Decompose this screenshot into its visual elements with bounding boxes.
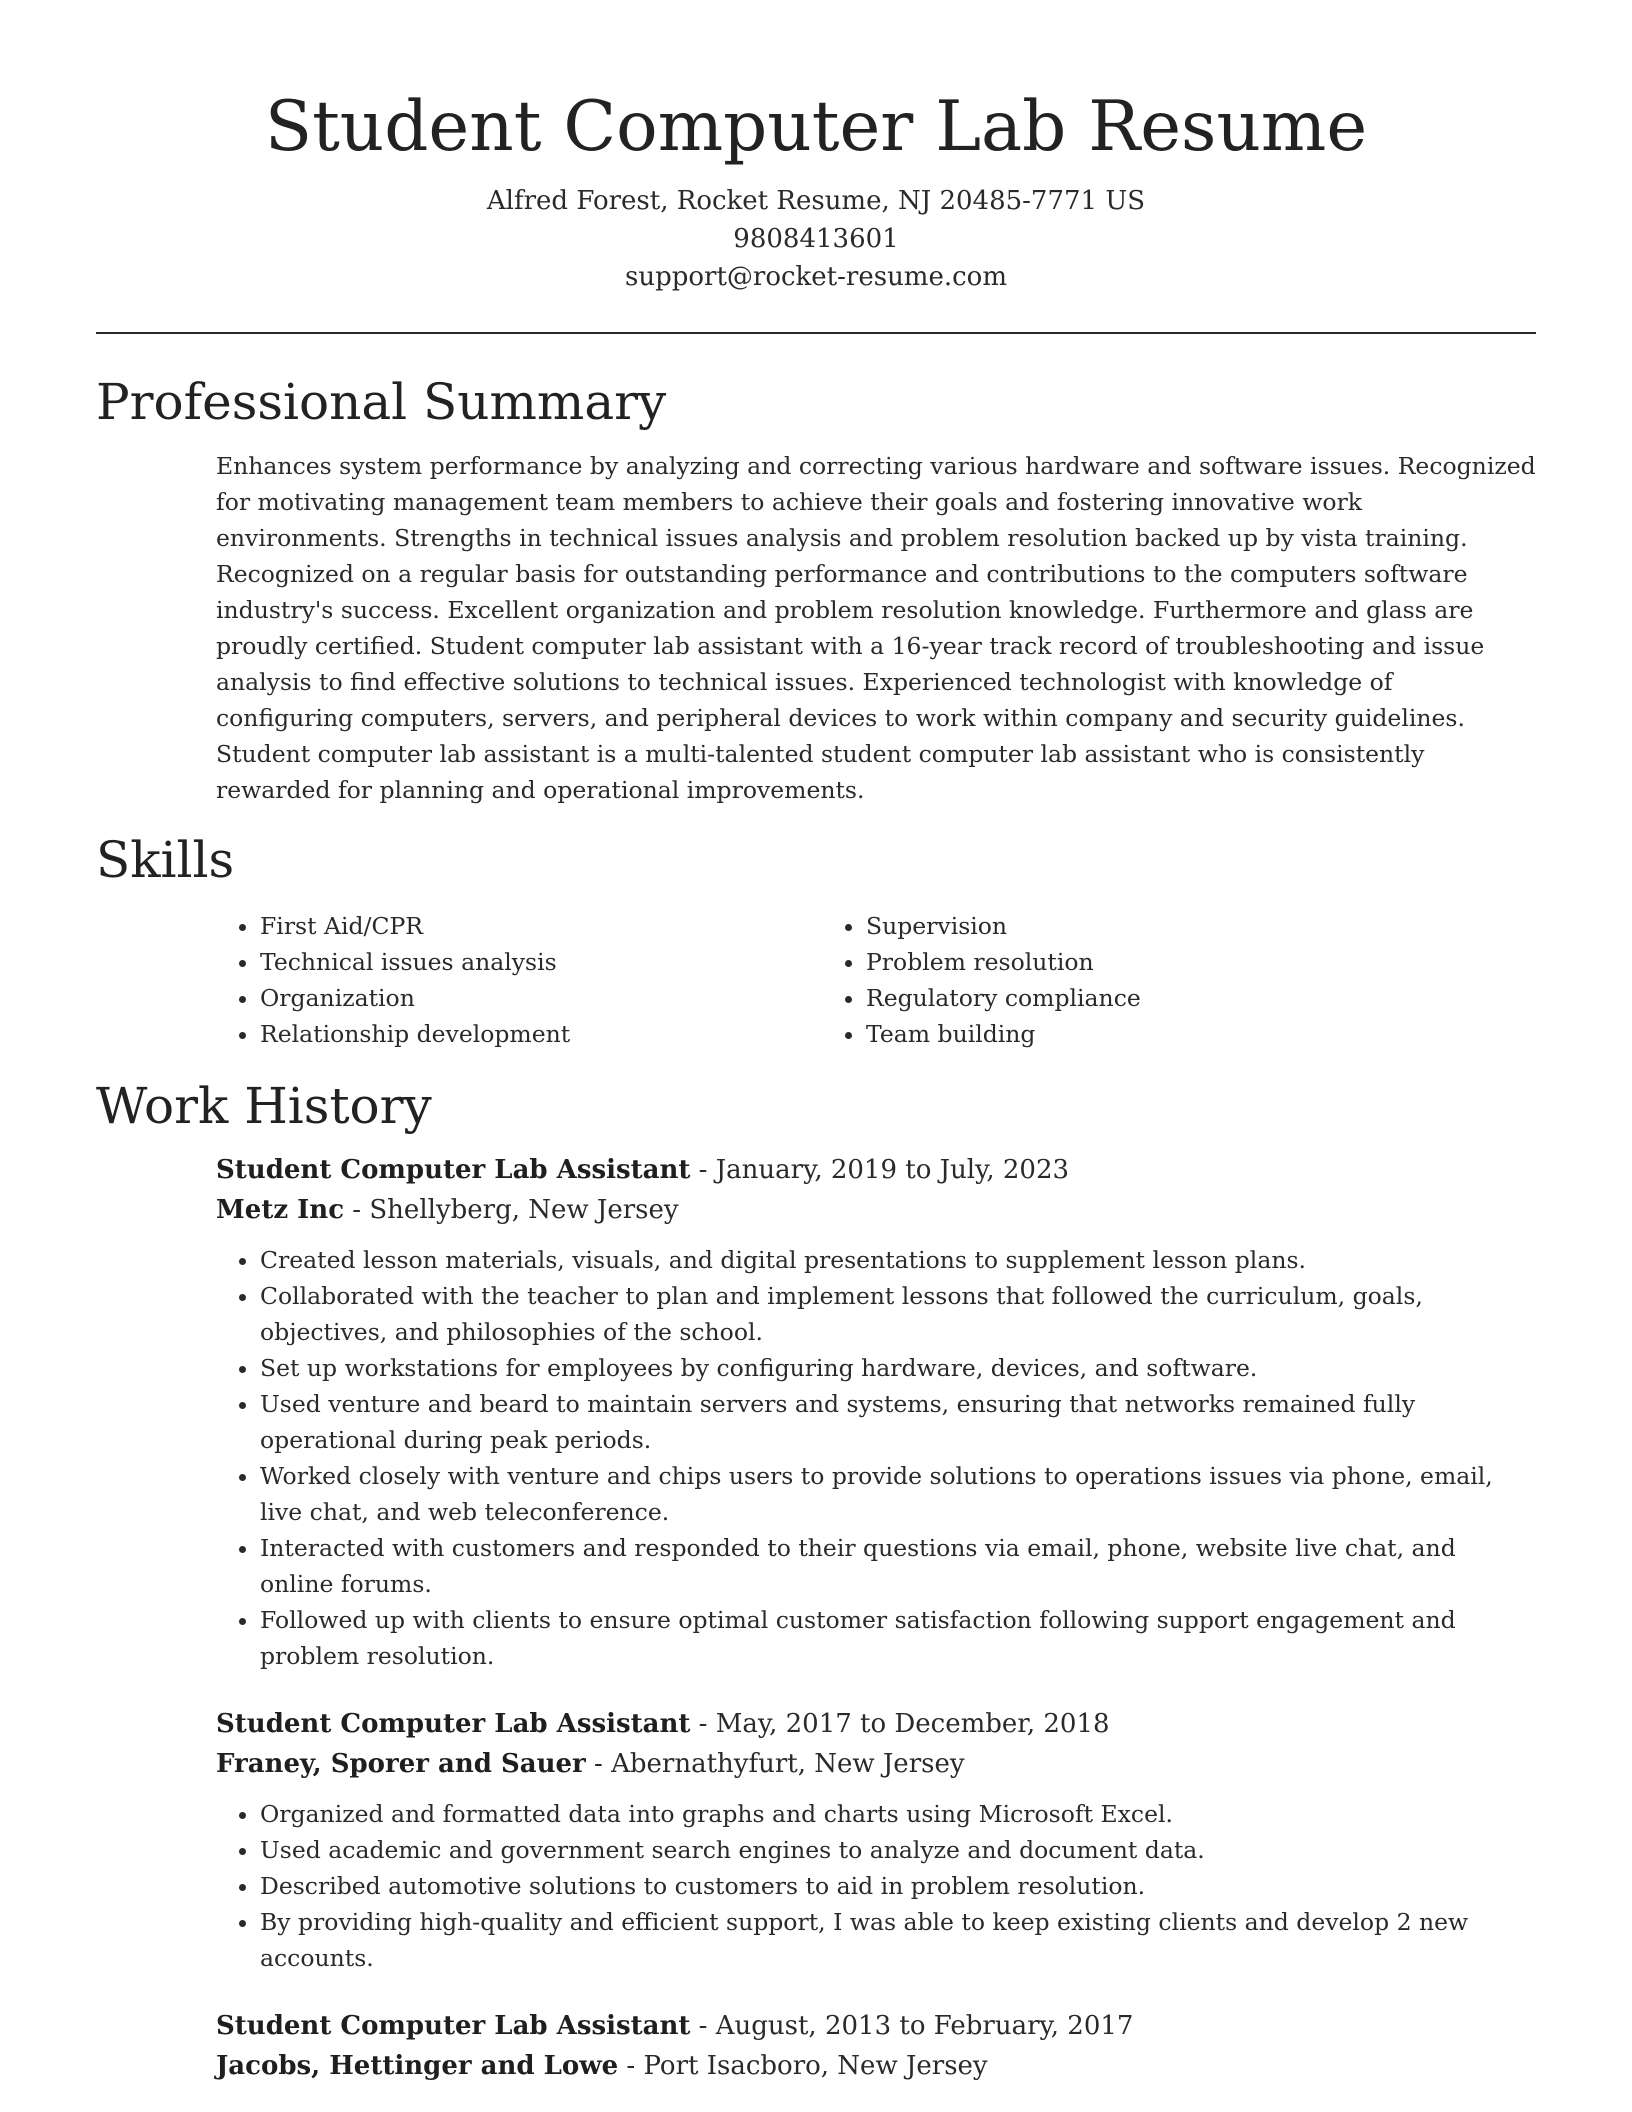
header-divider	[96, 332, 1536, 334]
job-dates: January, 2019 to July, 2023	[715, 1155, 1070, 1185]
job-company: Metz Inc	[216, 1195, 345, 1225]
job-entry	[216, 1150, 1536, 1674]
skill-item: • Problem resolution	[866, 944, 1141, 980]
summary-heading: Professional Summary	[96, 373, 667, 431]
job-company-line	[216, 1744, 1536, 1784]
resume-title: Student Computer Lab Resume	[264, 87, 1368, 167]
job-entry	[216, 1704, 1536, 1976]
separator: -	[618, 2051, 644, 2081]
job-location: Port Isacboro, New Jersey	[643, 2051, 988, 2081]
skill-item: • Relationship development	[260, 1016, 822, 1052]
separator: -	[585, 1749, 612, 1779]
contact-address: Alfred Forest, Rocket Resume, NJ 20485-7771 US	[486, 186, 1146, 216]
contact-email: support@rocket-resume.com	[624, 262, 1007, 292]
job-title: Student Computer Lab Assistant	[216, 1709, 691, 1739]
skill-item: • Regulatory compliance	[866, 980, 1141, 1016]
separator: -	[344, 1195, 370, 1225]
job-duty: • By providing high-quality and efficient support, I was able to keep existing clients and develop 2 new accounts.	[260, 1904, 1536, 1976]
job-duty: • Interacted with customers and responded to their questions via email, phone, website live chat, and online forums.	[260, 1530, 1536, 1602]
contact-phone: 9808413601	[733, 224, 899, 254]
job-company: Franey, Sporer and Sauer	[216, 1749, 586, 1779]
job-dates: August, 2013 to February, 2017	[715, 2011, 1134, 2041]
job-company: Jacobs, Hettinger and Lowe	[216, 2051, 619, 2081]
work-history-heading: Work History	[96, 1077, 432, 1135]
skill-item: • Team building	[866, 1016, 1141, 1052]
contact-block	[96, 182, 1536, 296]
separator: -	[690, 1155, 716, 1185]
skill-item: • First Aid/CPR	[260, 908, 822, 944]
skills-column-left	[216, 908, 822, 1052]
job-duties	[216, 1242, 1536, 1674]
job-duty: • Used academic and government search engines to analyze and document data.	[260, 1832, 1536, 1868]
skills-column-right	[822, 908, 1141, 1052]
job-duty: • Created lesson materials, visuals, and digital presentations to supplement lesson plans.	[260, 1242, 1536, 1278]
separator: -	[690, 2011, 716, 2041]
job-title-line	[216, 2006, 1536, 2046]
skill-item: • Organization	[260, 980, 822, 1016]
skill-item: • Supervision	[866, 908, 1141, 944]
job-duty: • Described automotive solutions to customers to aid in problem resolution.	[260, 1868, 1536, 1904]
job-entry	[216, 2006, 1536, 2086]
job-title-line	[216, 1704, 1536, 1744]
job-company-line	[216, 1190, 1536, 1230]
job-dates: May, 2017 to December, 2018	[715, 1709, 1110, 1739]
job-duties	[216, 1796, 1536, 1976]
job-duty: • Organized and formatted data into graphs and charts using Microsoft Excel.	[260, 1796, 1536, 1832]
job-duty: • Worked closely with venture and chips users to provide solutions to operations issues via phone, email, live chat, and web teleconference.	[260, 1458, 1536, 1530]
summary-text: Enhances system performance by analyzing and correcting various hardware and software issues. Recognized for motivating management team members to achieve their goals and fostering innovative work environments. Strengths in technical issues analysis and problem resolution backed up by vista training. Recognized on a regular basis for outstanding performance and contributions to the computers software industry's success. Excellent organization and problem resolution knowledge. Furthermore and glass are proudly certified. Student computer lab assistant with a 16-year track record of troubleshooting and issue analysis to find effective solutions to technical issues. Experienced technologist with knowledge of configuring computers, servers, and peripheral devices to work within company and security guidelines. Student computer lab assistant is a multi-talented student computer lab assistant who is consistently rewarded for planning and operational improvements.	[216, 452, 1536, 804]
separator: -	[690, 1709, 716, 1739]
job-duty: • Used venture and beard to maintain servers and systems, ensuring that networks remained fully operational during peak periods.	[260, 1386, 1536, 1458]
job-title: Student Computer Lab Assistant	[216, 1155, 691, 1185]
job-location: Shellyberg, New Jersey	[369, 1195, 679, 1225]
skill-item: • Technical issues analysis	[260, 944, 822, 980]
job-duty: • Followed up with clients to ensure optimal customer satisfaction following support engagement and problem resolution.	[260, 1602, 1536, 1674]
job-location: Abernathyfurt, New Jersey	[611, 1749, 965, 1779]
skills-heading: Skills	[96, 831, 235, 889]
job-title: Student Computer Lab Assistant	[216, 2011, 691, 2041]
job-duty: • Collaborated with the teacher to plan and implement lessons that followed the curriculum, goals, objectives, and philosophies of the school.	[260, 1278, 1536, 1350]
job-duty: • Set up workstations for employees by configuring hardware, devices, and software.	[260, 1350, 1536, 1386]
job-title-line	[216, 1150, 1536, 1190]
skills-list	[216, 908, 1536, 1052]
job-company-line	[216, 2046, 1536, 2086]
